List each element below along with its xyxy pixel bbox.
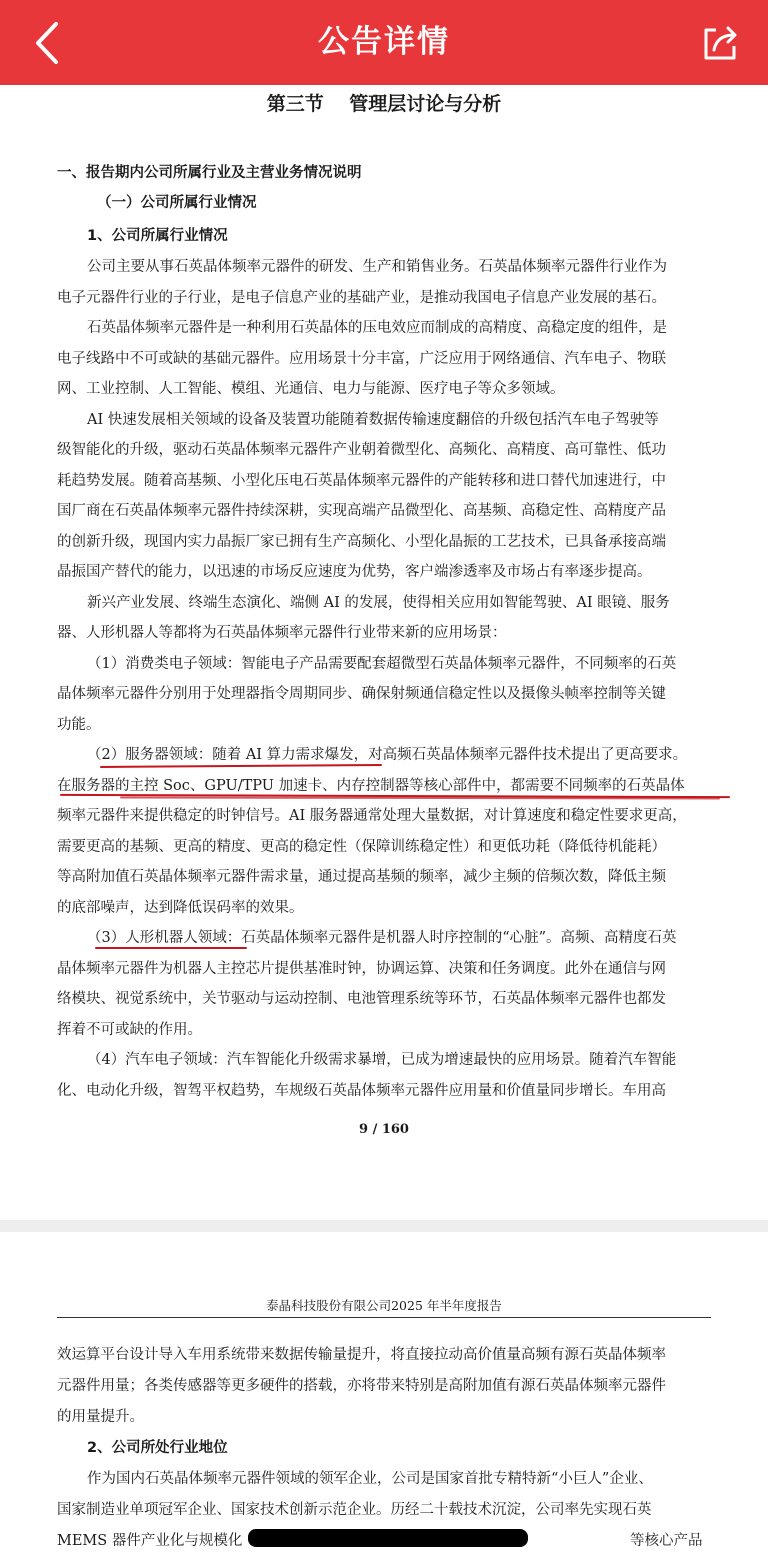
red-underline-mark — [100, 764, 382, 768]
body-line: 网、工业控制、人工智能、模组、光通信、电力与能源、医疗电子等众多领域。 — [57, 381, 565, 397]
body-line: 国家制造业单项冠军企业、国家技术创新示范企业。历经二十载技术沉淀，公司率先实现石英 — [57, 1502, 652, 1518]
body-line: （4）汽车电子领域：汽车智能化升级需求暴增，已成为增速最快的应用场景。随着汽车智能 — [87, 1052, 677, 1068]
body-line: 晶体频率元器件为机器人主控芯片提供基准时钟，协调运算、决策和任务调度。此外在通信与网 — [57, 961, 666, 977]
body-line: 级智能化的升级，驱动石英晶体频率元器件产业朝着微型化、高频化、高精度、高可靠性、低功 — [57, 442, 666, 458]
body-line: 功能。 — [57, 717, 101, 733]
heading-level-3: 1、公司所属行业情况 — [87, 228, 228, 244]
body-line: 等高附加值石英晶体频率元器件需求量，通过提高基频的频率，减少主频的倍频次数，降低主频 — [57, 869, 666, 885]
section-title: 第三节 管理层讨论与分析 — [266, 93, 502, 115]
body-line: 效运算平台设计导入车用系统带来数据传输量提升，将直接拉动高价值量高频有源石英晶体频率 — [57, 1347, 666, 1363]
body-line: 新兴产业发展、终端生态演化、端侧 AI 的发展，使得相关应用如智能驾驶、AI 眼镜、服务 — [87, 595, 670, 611]
body-line: 的底部噪声，达到降低误码率的效果。 — [57, 900, 304, 916]
body-line: 的创新升级，现国内实力晶振厂家已拥有生产高频化、小型化晶振的工艺技术，已具备承接高端 — [57, 534, 666, 550]
body-line: （3）人形机器人领域：石英晶体频率元器件是机器人时序控制的“心脏”。高频、高精度石英 — [87, 930, 677, 946]
body-line: 晶体频率元器件分别用于处理器指令周期同步、确保射频通信稳定性以及摄像头帧率控制等关键 — [57, 686, 666, 702]
page-number: 9 / 160 — [359, 1122, 409, 1137]
document-page-9 — [0, 85, 768, 1220]
app-header — [0, 0, 768, 85]
page-title: 公告详情 — [318, 24, 450, 60]
document-page-10 — [0, 1232, 768, 1561]
header-rule — [57, 1317, 711, 1318]
heading-level-3: 2、公司所处行业地位 — [87, 1440, 228, 1456]
body-line: 元器件用量；各类传感器等更多硬件的搭载，亦将带来特别是高附加值有源石英晶体频率元器件 — [57, 1378, 666, 1394]
body-line: 电子元器件行业的子行业，是电子信息产业的基础产业，是推动我国电子信息产业发展的基石。 — [57, 290, 666, 306]
body-line: 耗趋势发展。随着高基频、小型化压电石英晶体频率元器件的产能转移和进口替代加速进行，中 — [57, 473, 666, 489]
body-line: 国厂商在石英晶体频率元器件持续深耕，实现高端产品微型化、高基频、高稳定性、高精度产品 — [57, 503, 666, 519]
body-line: 络模块、视觉系统中，关节驱动与运动控制、电池管理系统等环节，石英晶体频率元器件也都发 — [57, 991, 666, 1007]
page-separator — [0, 1220, 768, 1232]
redaction-mark — [248, 1529, 528, 1547]
body-line: 作为国内石英晶体频率元器件领域的领军企业，公司是国家首批专精特新“小巨人”企业、 — [87, 1471, 653, 1487]
body-line: 石英晶体频率元器件是一种利用石英晶体的压电效应而制成的高精度、高稳定度的组件，是 — [87, 320, 667, 336]
body-line: 器、人形机器人等都将为石英晶体频率元器件行业带来新的应用场景： — [57, 625, 507, 641]
body-line: 电子线路中不可或缺的基础元器件。应用场景十分丰富，广泛应用于网络通信、汽车电子、物联 — [57, 351, 666, 367]
heading-level-1: 一、报告期内公司所属行业及主营业务情况说明 — [57, 165, 362, 181]
body-line: （2）服务器领域：随着 AI 算力需求爆发，对高频石英晶体频率元器件技术提出了更高要求。 — [87, 747, 688, 763]
red-underline-mark — [120, 796, 720, 799]
body-line: 公司主要从事石英晶体频率元器件的研发、生产和销售业务。石英晶体频率元器件行业作为 — [87, 259, 667, 275]
body-line: MEMS 器件产业化与规模化 — [57, 1533, 243, 1549]
share-icon — [698, 20, 744, 66]
running-header: 泰晶科技股份有限公司2025 年半年度报告 — [266, 1298, 502, 1313]
body-line: AI 快速发展相关领域的设备及装置功能随着数据传输速度翻倍的升级包括汽车电子驾驶等 — [87, 412, 659, 428]
body-line: （1）消费类电子领域：智能电子产品需要配套超微型石英晶体频率元器件，不同频率的石英 — [87, 656, 677, 672]
body-line: 挥着不可或缺的作用。 — [57, 1022, 202, 1038]
body-line: 晶振国产替代的能力，以迅速的市场反应速度为优势，客户端渗透率及市场占有率逐步提高。 — [57, 564, 652, 580]
red-underline-mark — [95, 947, 247, 949]
body-line: 化、电动化升级，智驾平权趋势，车规级石英晶体频率元器件应用量和价值量同步增长。车用高 — [57, 1083, 666, 1099]
body-line: 在服务器的主控 Soc、GPU/TPU 加速卡、内存控制器等核心部件中，都需要不同频率的石英晶体 — [57, 778, 685, 794]
body-line: 频率元器件来提供稳定的时钟信号。AI 服务器通常处理大量数据，对计算速度和稳定性要求更高， — [57, 808, 687, 824]
share-button[interactable] — [698, 20, 744, 66]
body-line: 需要更高的基频、更高的精度、更高的稳定性（保障训练稳定性）和更低功耗（降低待机能耗） — [57, 839, 666, 855]
heading-level-2: （一）公司所属行业情况 — [97, 195, 257, 211]
body-line: 等核心产品 — [630, 1533, 703, 1549]
body-line: 的用量提升。 — [57, 1409, 144, 1425]
